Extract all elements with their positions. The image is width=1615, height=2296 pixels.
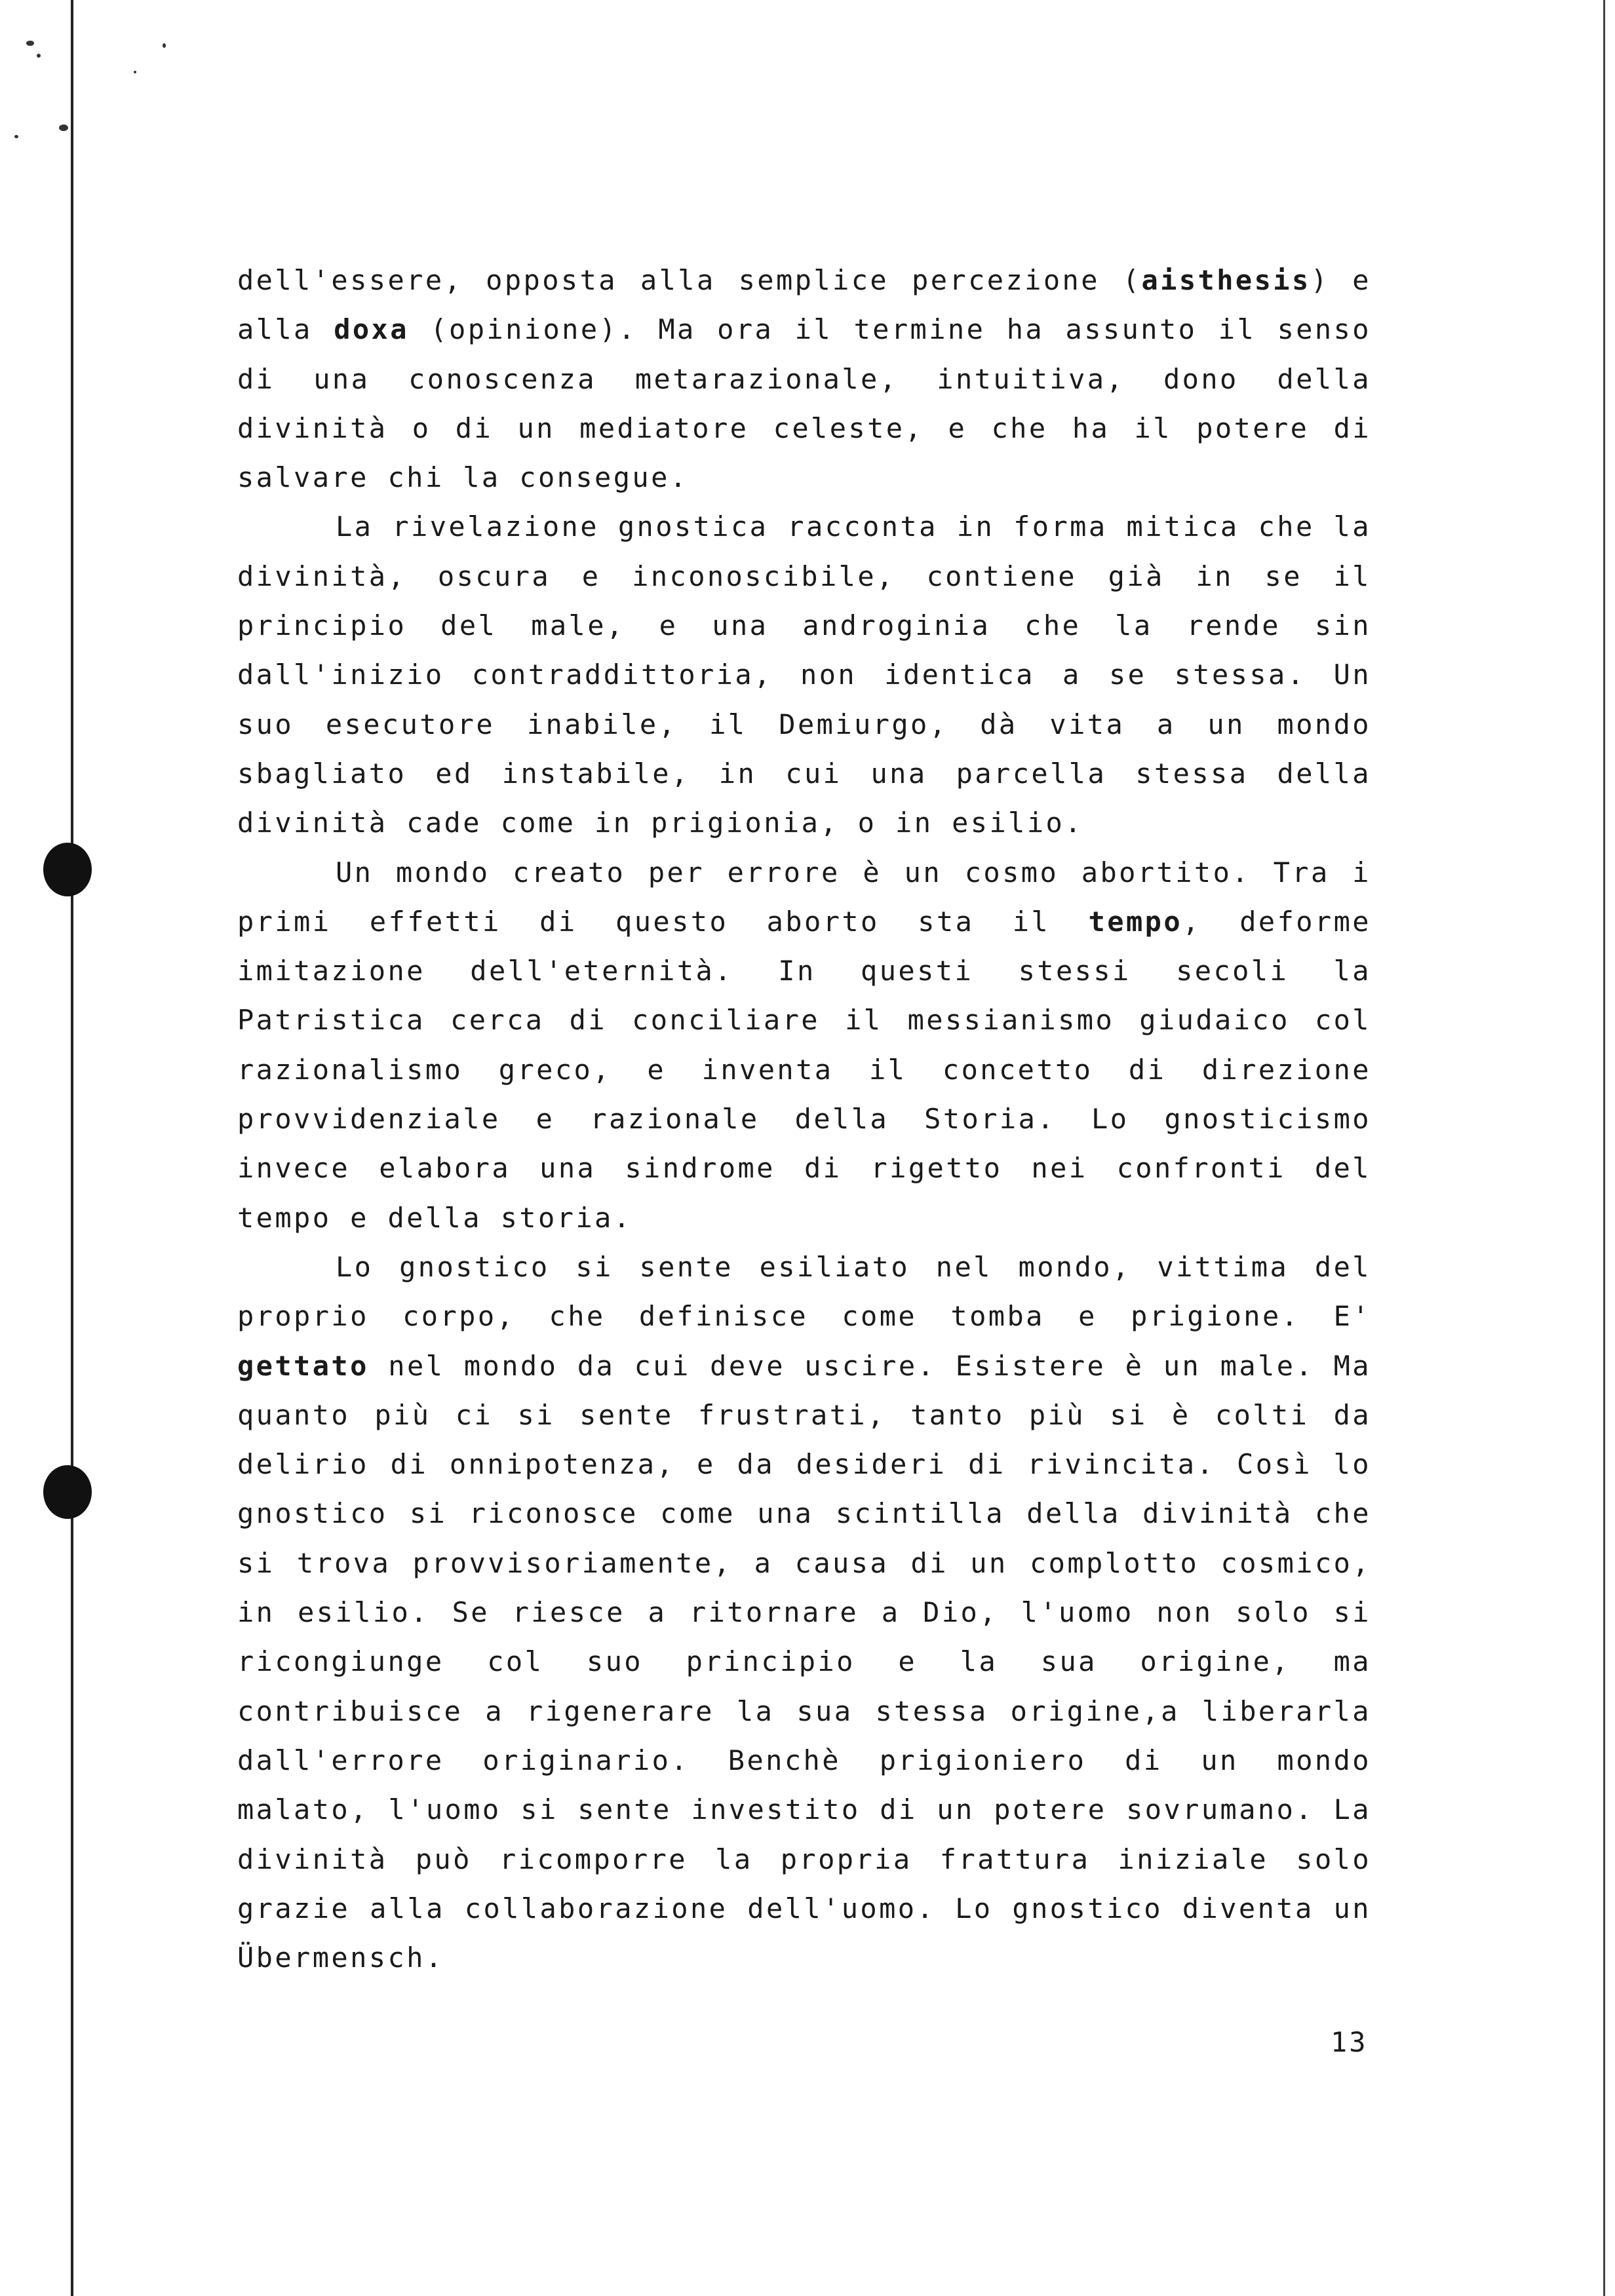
text-run: La rivelazione gnostica racconta in forma mitica che la divinità, oscura e inconoscibile, contiene già in se il principio del male, e una androginia che la rende sin dall'inizio contraddittoria, non identica a se stessa. Un suo esecutore inabile, il Demiurgo, dà vita a un mondo sbagliato ed instabile, in cui una parcella stessa della divinità cade come in prigionia, o in esilio. <box>237 510 1371 839</box>
text-run: ) e alla <box>237 264 1371 346</box>
text-run: Lo gnostico si sente esiliato nel mondo, vittima del proprio corpo, che definisce come tomba e prigione. E' <box>237 1250 1371 1333</box>
punch-hole-upper <box>43 843 92 896</box>
paragraph <box>237 256 1371 502</box>
paragraph <box>237 502 1371 847</box>
bold-term: doxa <box>334 313 409 346</box>
body-text <box>237 256 1371 1982</box>
scan-speck <box>134 71 136 73</box>
punch-hole-lower <box>43 1465 92 1519</box>
bold-term: aisthesis <box>1141 264 1311 296</box>
scan-speck <box>14 135 18 138</box>
scan-speck <box>37 54 41 58</box>
page-number: 13 <box>1331 2026 1368 2058</box>
paragraph <box>237 1242 1371 1982</box>
text-run: , deforme imitazione dell'eternità. In questi stessi secoli la Patristica cerca di conciliare il messianismo giudaico col razionalismo greco, e inventa il concetto di direzione provvidenziale e razionale della Storia. Lo gnosticismo invece elabora una sindrome di rigetto nei confronti del tempo e della storia. <box>237 905 1371 1234</box>
scan-speck <box>163 43 166 48</box>
bold-term: gettato <box>237 1349 369 1382</box>
text-run: nel mondo da cui deve uscire. Esistere è un male. Ma quanto più ci si sente frustrati, tanto più si è colti da delirio di onnipotenza, e da desideri di rivincita. Così lo gnostico si riconosce come una scintilla della divinità che si trova provvisoriamente, a causa di un complotto cosmico, in esilio. Se riesce a ritornare a Dio, l'uomo non solo si ricongiunge col suo principio e la sua origine, ma contribuisce a rigenerare la sua stessa origine,a liberarla dall'errore originario. Benchè prigioniero di un mondo malato, l'uomo si sente investito di un potere sovrumano. La divinità può ricomporre la propria frattura iniziale solo grazie alla collaborazione dell'uomo. Lo gnostico diventa un Übermensch. <box>237 1349 1371 1974</box>
text-run: (opinione). Ma ora il termine ha assunto il senso di una conoscenza metarazionale, intuitiva, dono della divinità o di un mediatore celeste, e che ha il potere di salvare chi la consegue. <box>237 313 1371 494</box>
scan-speck <box>26 41 34 46</box>
left-margin-line <box>71 0 73 2296</box>
scan-speck <box>59 124 68 131</box>
bold-term: tempo <box>1088 905 1183 938</box>
text-run: dell'essere, opposta alla semplice percezione ( <box>237 264 1142 296</box>
text-run: Un mondo creato per errore è un cosmo abortito. Tra i primi effetti di questo aborto sta il <box>237 856 1371 938</box>
paragraph <box>237 848 1371 1242</box>
right-margin-line <box>1603 0 1605 2296</box>
